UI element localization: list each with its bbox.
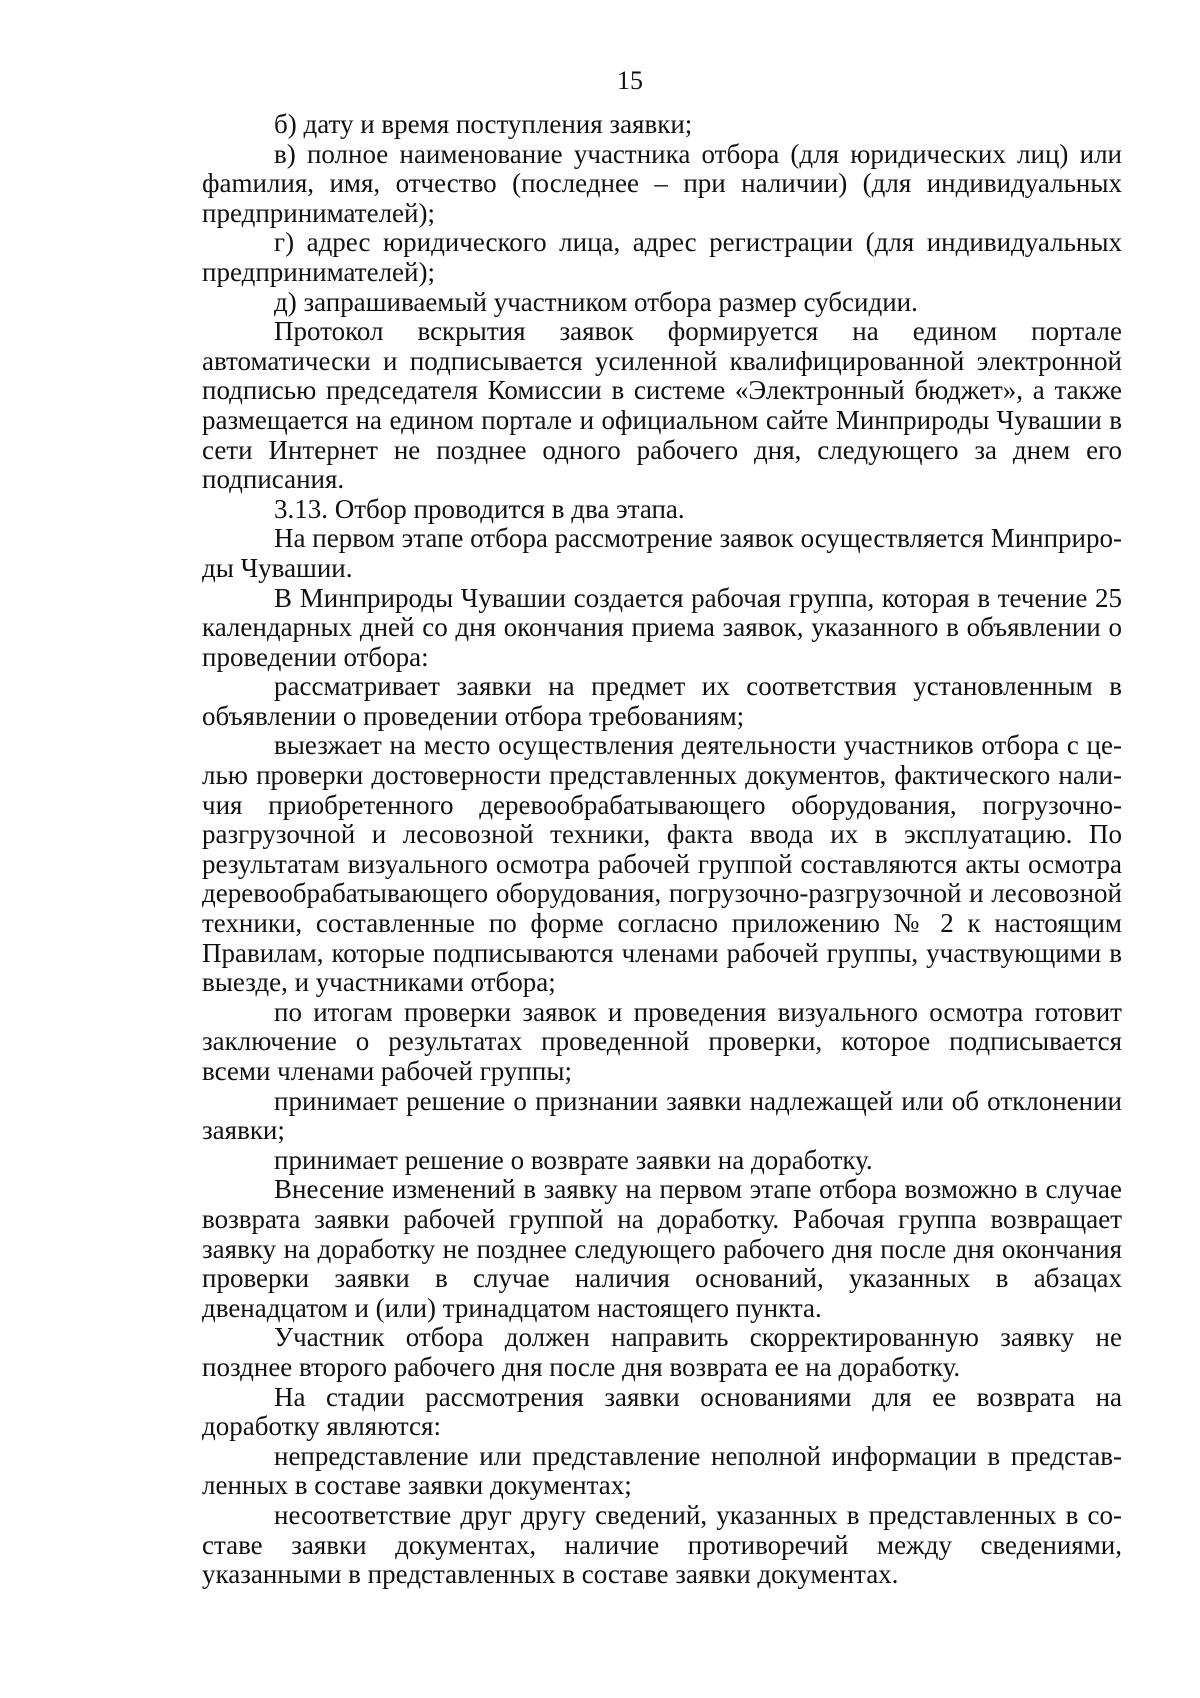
paragraph-b-date-time: б) дату и время поступления заявки;: [274, 109, 693, 139]
paragraph-return-grounds: На стадии рассмотрения заявки основаниями для ее возврата на доработку являются:: [202, 1381, 1122, 1442]
paragraph-incomplete-info: непредставление или представление неполной информации в представленных в составе заявки документах;: [202, 1440, 1122, 1501]
paragraph-decision-recognition: принимает решение о признании заявки надлежащей или об отклонении заявки;: [202, 1085, 1122, 1146]
document-body: [202, 110, 1122, 1590]
paragraph-conclusion: по итогам проверки заявок и проведения визуального осмотра готовит заключение о результатах проведенной проверки, которое подписывается всеми членами рабочей группы;: [202, 996, 1122, 1086]
paragraph-d-subsidy-amount: д) запрашиваемый участником отбора размер субсидии.: [274, 286, 918, 317]
paragraph-decision-return: принимает решение о возврате заявки на доработку.: [274, 1144, 873, 1175]
paragraph-working-group: В Минприроды Чувашии создается рабочая группа, которая в течение 25 календарных дней со дня окончания приема заявок, указанного в объявлении о проведении отбора:: [202, 582, 1122, 672]
paragraph-resubmission: Участник отбора должен направить скорректированную заявку не позднее второго рабочего дня после дня возврата ее на доработку.: [202, 1322, 1122, 1382]
paragraph-changes: Внесение изменений в заявку на первом этапе отбора возможно в случае возврата заявки рабочей группой на доработку. Рабочая группа возвращает заявку на доработку не позднее следующего рабочего дня после дня окончания проверки заявки в случае наличия оснований, указанных в абзацах двенадцатом и (или) тринадцатом настоящего пункта.: [202, 1174, 1122, 1323]
paragraph-protocol: Протокол вскрытия заявок формируется на едином портале автоматически и подписывается усиленной квалифицированной электронной подписью председателя Комиссии в системе «Электронный бюджет», а также размещается на едином портале и официальном сайте Минприроды Чувашии в сети Интернет не позднее одного рабочего дня, следующего за днем его подписания.: [202, 316, 1122, 495]
paragraph-v-participant-name: в) полное наименование участника отбора (для юридических лиц) или фаmилия, имя, отчество (последнее – при наличии) (для индивидуальных предпринимателей);: [202, 138, 1122, 228]
paragraph-inconsistency: несоответствие друг другу сведений, указанных в представленных в составе заявки документах, наличие противоречий между сведениями, указанными в представленных в составе заявки документах.: [202, 1499, 1122, 1590]
paragraph-reviews-applications: рассматривает заявки на предмет их соответствия установленным в объявлении о проведении отбора требованиям;: [202, 671, 1122, 731]
paragraph-g-address: г) адрес юридического лица, адрес регистрации (для индивидуальных предпринимателей);: [202, 227, 1122, 287]
page-number: 15: [617, 66, 643, 95]
paragraph-site-visit: выезжает на место осуществления деятельности участников отбора с целью проверки достоверности представленных документов, фактического наличия приобретенного деревообрабатывающего оборудования, погрузочно-разгрузочной и лесовозной техники, факта ввода их в эксплуатацию. По результатам визуального осмотра рабочей группой составляются акты осмотра деревообрабатывающего оборудования, погрузочно-разгрузочной и лесовозной техники, составленные по форме согласно приложению № 2 к настоящим Правилам, которые подписываются членами рабочей группы, участвующими в выезде, и участниками отбора;: [202, 730, 1122, 998]
paragraph-3-13: 3.13. Отбор проводится в два этапа.: [274, 493, 685, 524]
paragraph-first-stage: На первом этапе отбора рассмотрение заявок осуществляется Минприроды Чувашии.: [202, 523, 1122, 583]
